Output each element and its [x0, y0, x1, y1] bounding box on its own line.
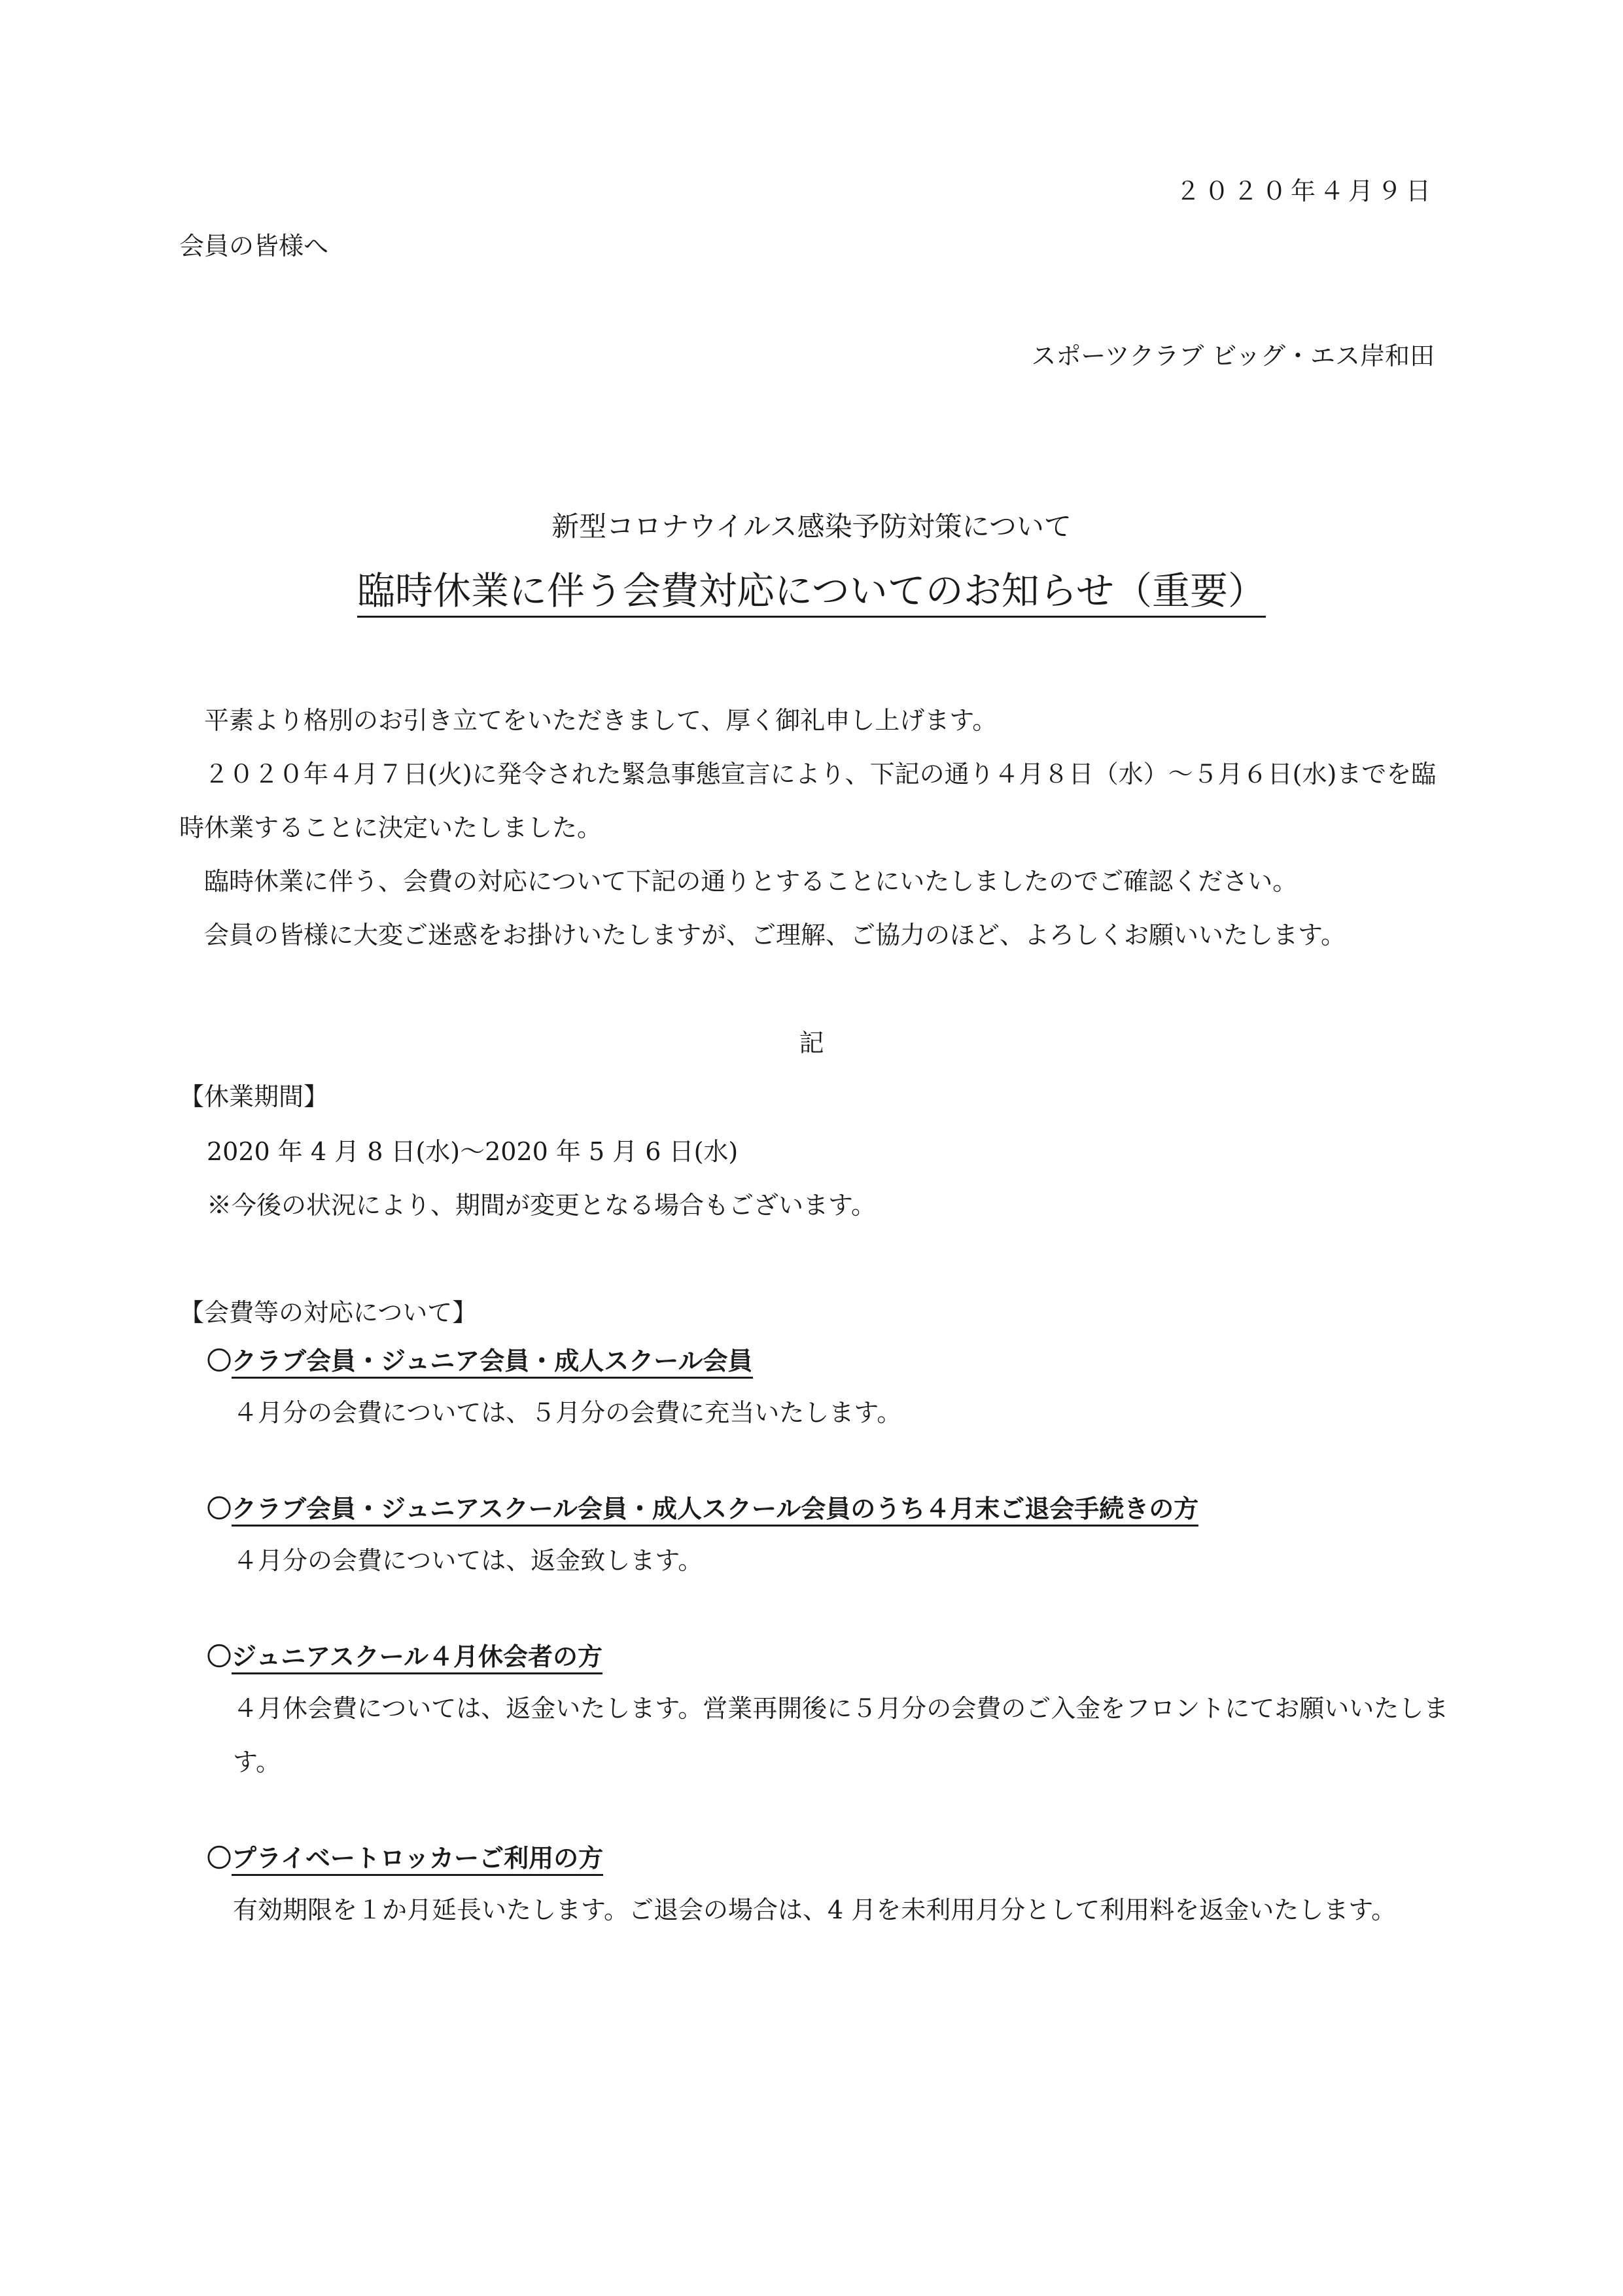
fee-item-detail: ４月分の会費については、返金致します。 [233, 1546, 703, 1575]
fee-item-heading [207, 1493, 1198, 1525]
document-subtitle: 新型コロナウイルス感染予防対策について [551, 510, 1072, 542]
circle-marker: 〇 [207, 1642, 232, 1671]
circle-marker: 〇 [207, 1843, 232, 1873]
fee-item-title: ジュニアスクール４月休会者の方 [232, 1642, 602, 1674]
fee-item-detail: ４月休会費については、返金いたします。営業再開後に５月分の会費のご入金をフロントにてお願いいたします。 [233, 1694, 1449, 1776]
fee-item-detail: 有効期限を１か月延長いたします。ご退会の場合は、4 月を未利用月分として利用料を返金いたします。 [233, 1896, 1397, 1924]
fee-item-heading [207, 1345, 753, 1377]
closure-period: 2020 年 4 月 8 日(水)～2020 年 5 月 6 日(水) [207, 1137, 739, 1166]
paragraph-announcement: ２０２０年４月７日(火)に発令された緊急事態宣言により、下記の通り４月８日（水）～５月６日(水)までを臨時休業することに決定いたしました。 [179, 760, 1437, 842]
document-date: ２０２０年４月９日 [1175, 177, 1435, 205]
fee-item-detail: ４月分の会費については、５月分の会費に充当いたします。 [233, 1398, 902, 1427]
recipient: 会員の皆様へ [179, 232, 329, 260]
document-title-text: 臨時休業に伴う会費対応についてのお知らせ（重要） [357, 569, 1266, 618]
fees-heading: 【会費等の対応について】 [179, 1298, 478, 1327]
ki-marker: 記 [799, 1029, 824, 1057]
sender: スポーツクラブ ビッグ・エス岸和田 [1031, 342, 1435, 370]
fee-item-heading [207, 1641, 602, 1672]
paragraph-apology: 会員の皆様に大変ご迷惑をお掛けいたしますが、ご理解、ご協力のほど、よろしくお願いいたします。 [204, 921, 1346, 949]
closure-heading: 【休業期間】 [179, 1082, 329, 1111]
document-title [0, 568, 1623, 614]
fee-item-heading [207, 1843, 603, 1874]
fee-item-title: プライベートロッカーご利用の方 [232, 1843, 603, 1876]
circle-marker: 〇 [207, 1346, 232, 1375]
paragraph-greeting: 平素より格別のお引き立てをいただきまして、厚く御礼申し上げます。 [204, 706, 998, 735]
fee-item-title: クラブ会員・ジュニアスクール会員・成人スクール会員のうち４月末ご退会手続きの方 [232, 1494, 1198, 1527]
closure-note: ※今後の状況により、期間が変更となる場合もございます。 [207, 1191, 876, 1220]
paragraph-fee-handling: 臨時休業に伴う、会費の対応について下記の通りとすることにいたしましたのでご確認ください。 [204, 867, 1298, 896]
fee-item-title: クラブ会員・ジュニア会員・成人スクール会員 [232, 1346, 752, 1379]
circle-marker: 〇 [207, 1494, 232, 1523]
